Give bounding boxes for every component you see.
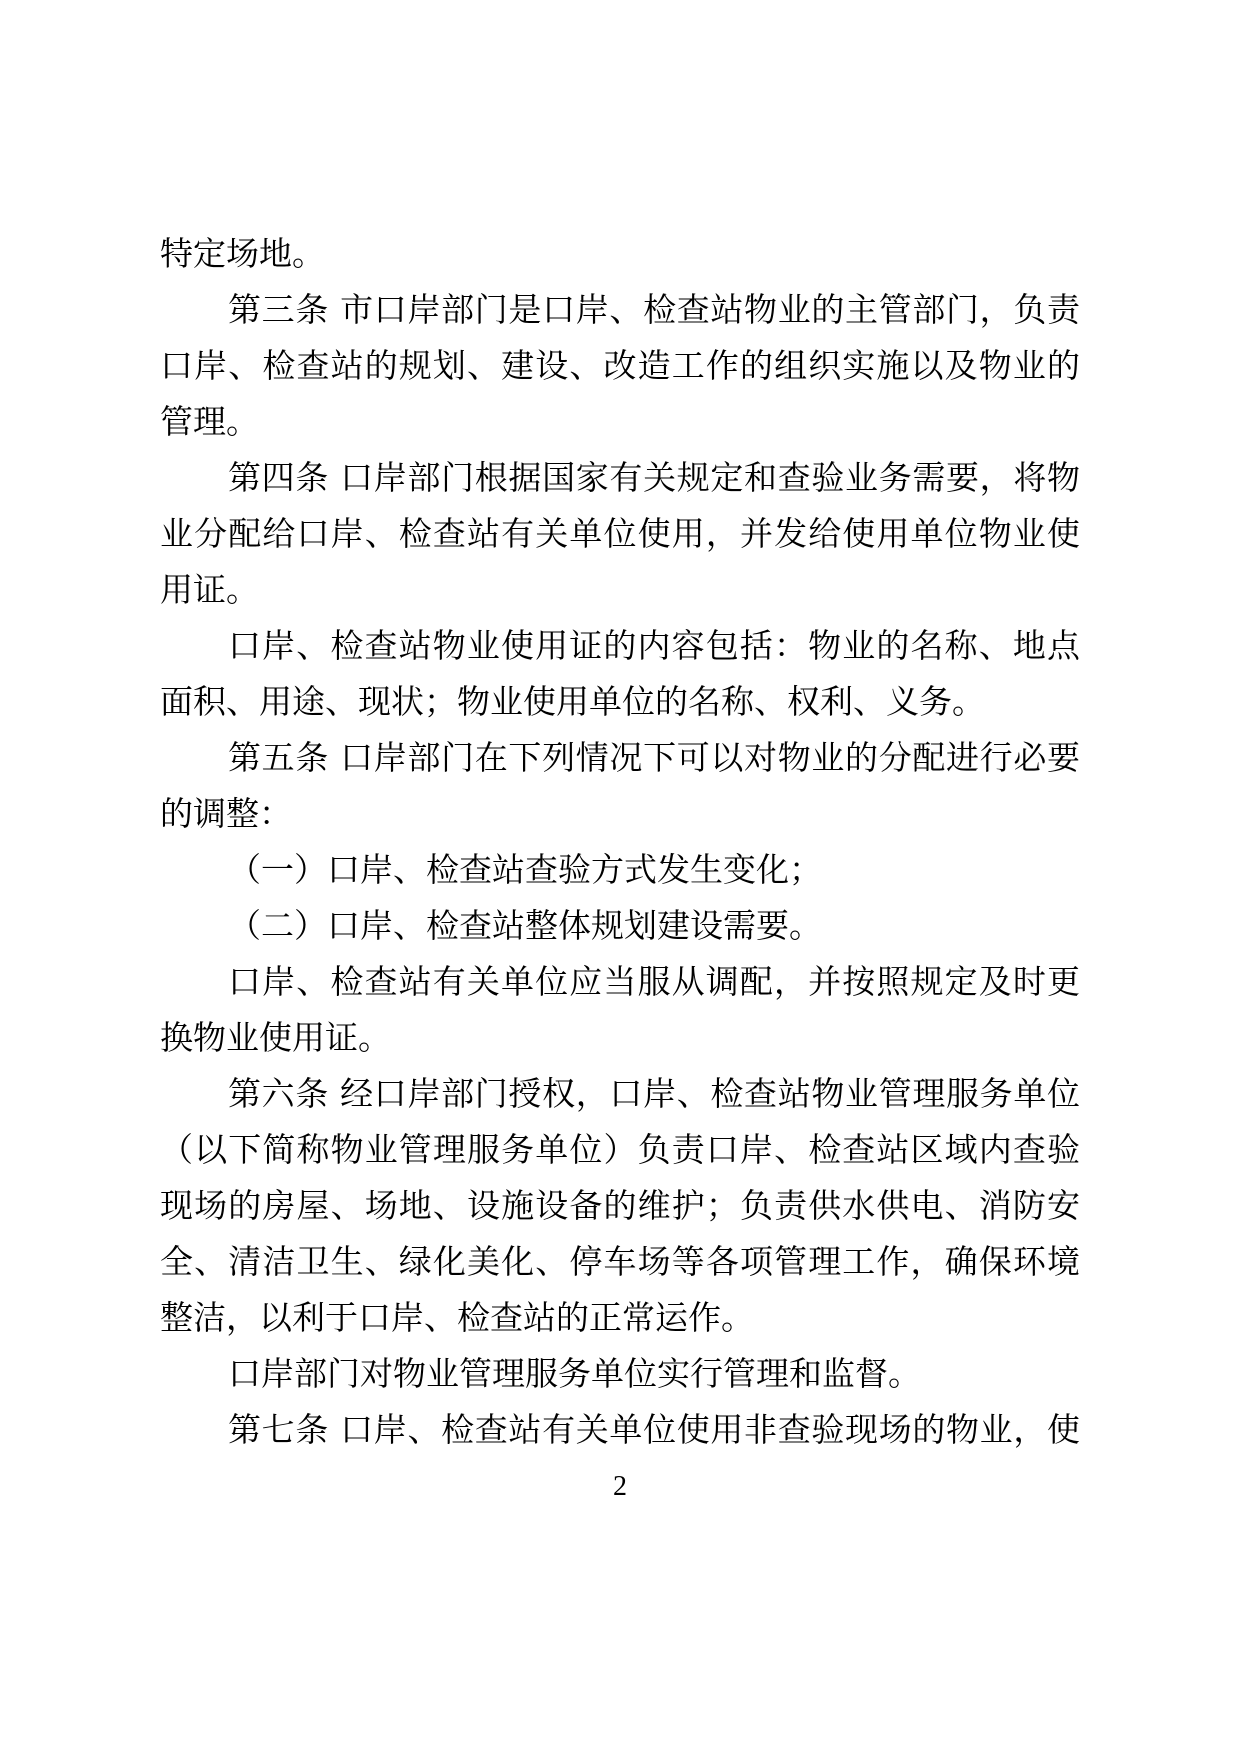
article-5-line-1: 第五条 口岸部门在下列情况下可以对物业的分配进行必要 xyxy=(228,738,1080,777)
supervision-line: 口岸部门对物业管理服务单位实行管理和监督。 xyxy=(228,1354,921,1393)
article-4-line-2: 业分配给口岸、检查站有关单位使用，并发给使用单位物业使 xyxy=(160,514,1080,553)
article-5-line-2: 的调整： xyxy=(160,794,292,833)
article-3-line-1: 第三条 市口岸部门是口岸、检查站物业的主管部门，负责 xyxy=(228,290,1080,329)
article-5-item-1: （一）口岸、检查站查验方式发生变化； xyxy=(228,850,822,889)
article-6-line-3: 现场的房屋、场地、设施设备的维护；负责供水供电、消防安 xyxy=(160,1186,1080,1225)
article-5-item-2: （二）口岸、检查站整体规划建设需要。 xyxy=(228,906,822,945)
article-6-line-1: 第六条 经口岸部门授权，口岸、检查站物业管理服务单位 xyxy=(228,1074,1080,1113)
article-3-line-3: 管理。 xyxy=(160,402,259,441)
adjustment-line-2: 换物业使用证。 xyxy=(160,1018,391,1057)
article-7-line-1: 第七条 口岸、检查站有关单位使用非查验现场的物业，使 xyxy=(228,1410,1080,1449)
article-4-line-1: 第四条 口岸部门根据国家有关规定和查验业务需要，将物 xyxy=(228,458,1080,497)
article-6-line-5: 整洁，以利于口岸、检查站的正常运作。 xyxy=(160,1298,754,1337)
adjustment-line-1: 口岸、检查站有关单位应当服从调配，并按照规定及时更 xyxy=(228,962,1080,1001)
article-6-line-4: 全、清洁卫生、绿化美化、停车场等各项管理工作，确保环境 xyxy=(160,1242,1080,1281)
page-number: 2 xyxy=(613,1471,627,1502)
article-3-line-2: 口岸、检查站的规划、建设、改造工作的组织实施以及物业的 xyxy=(160,346,1080,385)
certificate-content-line-2: 面积、用途、现状；物业使用单位的名称、权利、义务。 xyxy=(160,682,985,721)
article-4-line-3: 用证。 xyxy=(160,570,259,609)
article-6-line-2: （以下简称物业管理服务单位）负责口岸、检查站区域内查验 xyxy=(160,1130,1080,1169)
text-line-1: 特定场地。 xyxy=(160,234,325,273)
certificate-content-line-1: 口岸、检查站物业使用证的内容包括：物业的名称、地点 xyxy=(228,626,1080,665)
